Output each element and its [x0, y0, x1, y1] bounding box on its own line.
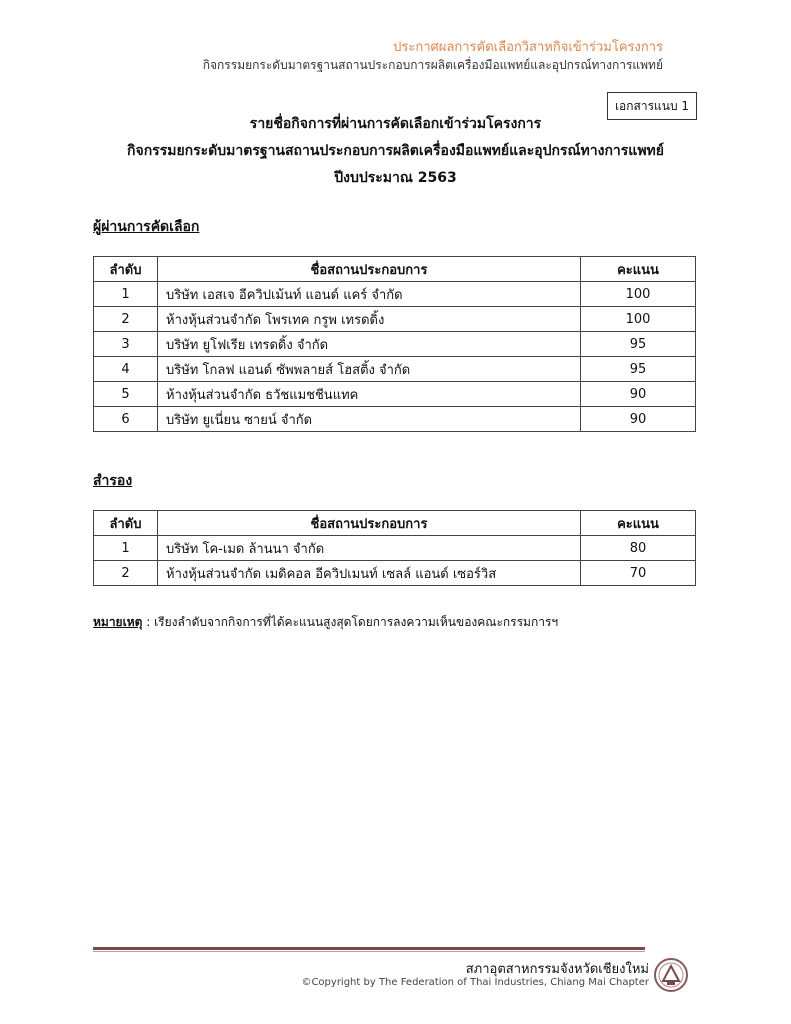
table-header-row — [94, 511, 696, 536]
row-order: 1 — [94, 536, 158, 561]
table-header-row — [94, 257, 696, 282]
header-line-1: ประกาศผลการคัดเลือกวิสาหกิจเข้าร่วมโครงการ — [393, 40, 663, 55]
row-name: บริษัท เอสเจ อีควิปเม้นท์ แอนด์ แคร์ จำกัด — [158, 282, 581, 307]
row-name: บริษัท ยูโฟเรีย เทรดดิ้ง จำกัด — [158, 332, 581, 357]
row-order: 5 — [94, 382, 158, 407]
row-score: 95 — [581, 332, 696, 357]
column-order: ลำดับ — [94, 257, 158, 282]
row-name: บริษัท โกลฟ แอนด์ ซัพพลายส์ โฮสติ้ง จำกัด — [158, 357, 581, 382]
page-subtitle: กิจกรรมยกระดับมาตรฐานสถานประกอบการผลิตเครื่องมือแพทย์และอุปกรณ์ทางการแพทย์ — [127, 143, 664, 159]
row-score: 100 — [581, 307, 696, 332]
row-name: บริษัท โค-เมด ล้านนา จำกัด — [158, 536, 581, 561]
row-name: บริษัท ยูเนี่ยน ซายน์ จำกัด — [158, 407, 581, 432]
footnote-label: หมายเหตุ — [93, 615, 143, 629]
row-order: 1 — [94, 282, 158, 307]
row-name: ห้างหุ้นส่วนจำกัด เมดิคอล อีควิปเมนท์ เซลล์ แอนด์ เซอร์วิส — [158, 561, 581, 586]
footer-copyright: ©Copyright by The Federation of Thai Industries, Chiang Mai Chapter — [301, 977, 649, 988]
footnote — [93, 613, 558, 632]
table-row — [94, 282, 696, 307]
row-name: ห้างหุ้นส่วนจำกัด ธวัชแมชชีนแทค — [158, 382, 581, 407]
row-order: 3 — [94, 332, 158, 357]
row-order: 6 — [94, 407, 158, 432]
column-name: ชื่อสถานประกอบการ — [158, 511, 581, 536]
column-score: คะแนน — [581, 511, 696, 536]
row-score: 90 — [581, 407, 696, 432]
table-row — [94, 536, 696, 561]
table-row — [94, 407, 696, 432]
column-name: ชื่อสถานประกอบการ — [158, 257, 581, 282]
column-order: ลำดับ — [94, 511, 158, 536]
table-row — [94, 382, 696, 407]
footer-org: สภาอุตสาหกรรมจังหวัดเชียงใหม่ — [465, 962, 649, 977]
footer-divider — [93, 947, 645, 950]
header-line-2: กิจกรรมยกระดับมาตรฐานสถานประกอบการผลิตเครื่องมือแพทย์และอุปกรณ์ทางการแพทย์ — [202, 58, 663, 72]
column-score: คะแนน — [581, 257, 696, 282]
row-score: 70 — [581, 561, 696, 586]
table-row — [94, 357, 696, 382]
reserve-table — [93, 510, 696, 586]
row-score: 90 — [581, 382, 696, 407]
footnote-text: : เรียงลำดับจากกิจการที่ได้คะแนนสูงสุดโดยการลงความเห็นของคณะกรรมการฯ — [142, 615, 559, 629]
table-row — [94, 307, 696, 332]
row-score: 80 — [581, 536, 696, 561]
row-order: 2 — [94, 307, 158, 332]
row-order: 4 — [94, 357, 158, 382]
row-order: 2 — [94, 561, 158, 586]
fti-logo-icon — [653, 957, 689, 993]
table-row — [94, 332, 696, 357]
row-score: 95 — [581, 357, 696, 382]
footer-divider-thin — [93, 951, 645, 952]
fiscal-year: ปีงบประมาณ 2563 — [334, 170, 457, 186]
row-name: ห้างหุ้นส่วนจำกัด โพรเทค กรูพ เทรดดิ้ง — [158, 307, 581, 332]
passed-section-heading: ผู้ผ่านการคัดเลือก — [93, 219, 200, 235]
row-score: 100 — [581, 282, 696, 307]
passed-table — [93, 256, 696, 432]
reserve-section-heading: สำรอง — [93, 473, 133, 489]
table-row — [94, 561, 696, 586]
page-title: รายชื่อกิจการที่ผ่านการคัดเลือกเข้าร่วมโครงการ — [249, 116, 542, 132]
attachment-label: เอกสารแนบ 1 — [607, 92, 697, 120]
